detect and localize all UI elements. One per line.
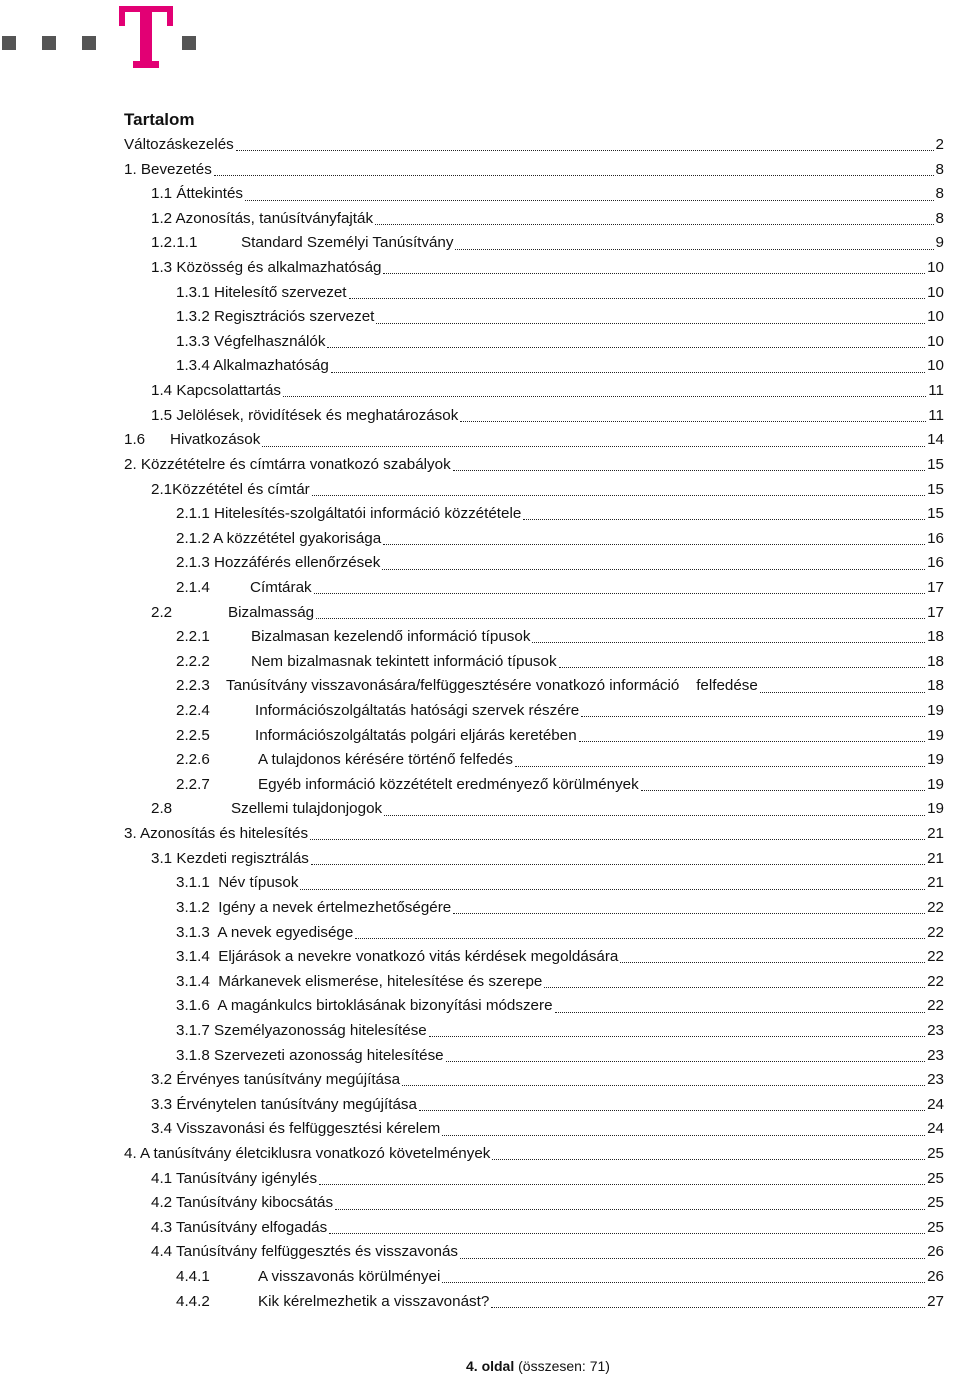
- toc-dot-leader: [245, 199, 934, 201]
- toc-entry-page: 22: [927, 948, 944, 966]
- toc-entry[interactable]: [124, 182, 944, 207]
- toc-dot-leader: [335, 1208, 925, 1210]
- toc-entry-title: 4.2 Tanúsítvány kibocsátás: [151, 1194, 334, 1212]
- toc-dot-leader: [641, 789, 925, 791]
- telekom-t-icon: [116, 3, 176, 73]
- toc-dot-leader: [383, 272, 925, 274]
- toc-entry-title: 3. Azonosítás és hitelesítés: [124, 825, 309, 843]
- toc-dot-leader: [300, 888, 925, 890]
- toc-entry[interactable]: [124, 1019, 944, 1044]
- toc-entry-title: 2.1.3 Hozzáférés ellenőrzések: [176, 554, 381, 572]
- toc-entry-page: 15: [927, 455, 944, 473]
- toc-entry-title: 1.1 Áttekintés: [151, 185, 244, 203]
- toc-entry-number: 4.4.2: [176, 1292, 210, 1310]
- toc-entry-number: 2.2.7: [176, 775, 210, 793]
- toc-entry-title: Tanúsítvány visszavonására/felfüggesztésére vonatkozó információ felfedése: [226, 677, 758, 695]
- toc-entry-title: Standard Személyi Tanúsítvány: [241, 234, 454, 252]
- toc-dot-leader: [453, 469, 925, 471]
- toc-entry-title: 2. Közzétételre és címtárra vonatkozó szabályok: [124, 455, 451, 473]
- toc-entry-page: 15: [927, 505, 944, 523]
- toc-entry[interactable]: [124, 256, 944, 281]
- toc-entry[interactable]: [124, 231, 944, 256]
- toc-entry-number: 1.6: [124, 431, 146, 449]
- toc-dot-leader: [455, 248, 933, 250]
- toc-dot-leader: [581, 715, 925, 717]
- toc-entry-title: A visszavonás körülményei: [258, 1268, 441, 1286]
- toc-entry-number: 2.2: [151, 603, 173, 621]
- toc-entry-title: Címtárak: [250, 578, 312, 596]
- toc-entry-page: 25: [927, 1169, 944, 1187]
- toc-entry[interactable]: [124, 404, 944, 429]
- toc-entry[interactable]: [124, 1117, 944, 1142]
- toc-entry-title: 3.1.7 Személyazonosság hitelesítése: [176, 1021, 427, 1039]
- toc-dot-leader: [620, 961, 925, 963]
- toc-dot-leader: [491, 1306, 925, 1308]
- toc-entry-title: 3.3 Érvénytelen tanúsítvány megújítása: [151, 1095, 417, 1113]
- toc-dot-leader: [523, 518, 925, 520]
- toc-entry-page: 22: [927, 898, 944, 916]
- toc-entry[interactable]: [124, 158, 944, 183]
- logo-square: [2, 36, 16, 50]
- toc-entry-page: 10: [927, 332, 944, 350]
- toc-entry-page: 25: [927, 1194, 944, 1212]
- toc-entry[interactable]: [124, 822, 944, 847]
- toc-entry-title: 3.1.6 A magánkulcs birtoklásának bizonyítási módszere: [176, 997, 553, 1015]
- logo-square: [182, 36, 196, 50]
- toc-entry-title: Változáskezelés: [124, 136, 234, 153]
- toc-entry-title: 3.1.1 Név típusok: [176, 874, 299, 892]
- toc-entry-title: Egyéb információ közzétételt eredményező körülmények: [258, 775, 639, 793]
- toc-entry[interactable]: [124, 1068, 944, 1093]
- toc-entry-title: Kik kérelmezhetik a visszavonást?: [258, 1292, 490, 1310]
- toc-dot-leader: [349, 297, 926, 299]
- toc-entry-page: 8: [935, 209, 944, 227]
- toc-dot-leader: [429, 1035, 925, 1037]
- toc-dot-leader: [446, 1060, 925, 1062]
- toc-entry-title: Hivatkozások: [170, 431, 261, 449]
- toc-entry-number: 2.8: [151, 800, 173, 818]
- toc-entry-title: 3.1.8 Szervezeti azonosság hitelesítése: [176, 1046, 444, 1064]
- toc-entry-page: 23: [927, 1071, 944, 1089]
- toc-entry-page: 25: [927, 1144, 944, 1162]
- toc-entry-page: 11: [928, 406, 944, 424]
- toc-entry[interactable]: [124, 354, 944, 379]
- toc-entry[interactable]: [124, 871, 944, 896]
- toc-entry-page: 19: [927, 726, 944, 744]
- toc-entry-number: 2.1.4: [176, 578, 210, 596]
- toc-entry-page: 21: [927, 849, 944, 867]
- toc-dot-leader: [310, 838, 925, 840]
- toc-entry[interactable]: [124, 527, 944, 552]
- toc-dot-leader: [382, 568, 925, 570]
- toc-dot-leader: [460, 420, 926, 422]
- toc-entry[interactable]: [124, 650, 944, 675]
- toc-entry-page: 16: [927, 554, 944, 572]
- toc-entry-number: 2.2.4: [176, 702, 210, 720]
- toc-dot-leader: [376, 322, 925, 324]
- toc-entry[interactable]: [124, 1216, 944, 1241]
- toc-entry[interactable]: [124, 551, 944, 576]
- toc-entry-title: 1.5 Jelölések, rövidítések és meghatározások: [151, 406, 459, 424]
- toc-dot-leader: [327, 346, 925, 348]
- toc-entry-page: 26: [927, 1268, 944, 1286]
- toc-entry-page: 21: [927, 825, 944, 843]
- toc-entry-page: 22: [927, 923, 944, 941]
- toc-entry-page: 19: [927, 800, 944, 818]
- toc-entry-page: 22: [927, 997, 944, 1015]
- toc-dot-leader: [442, 1281, 925, 1283]
- toc-entry-title: 1.2 Azonosítás, tanúsítványfajták: [151, 209, 374, 227]
- toc-entry-title: Információszolgáltatás polgári eljárás keretében: [255, 726, 577, 744]
- toc-entry-title: 1.3.4 Alkalmazhatóság: [176, 357, 329, 375]
- toc-dot-leader: [419, 1109, 925, 1111]
- toc-dot-leader: [559, 666, 926, 668]
- toc-entry[interactable]: [124, 601, 944, 626]
- logo-square: [82, 36, 96, 50]
- toc-entry[interactable]: [124, 921, 944, 946]
- toc-entry[interactable]: [124, 797, 944, 822]
- toc-entry-title: 2.1.2 A közzététel gyakorisága: [176, 529, 382, 547]
- toc-dot-leader: [312, 494, 925, 496]
- toc-entry[interactable]: [124, 1191, 944, 1216]
- toc-entry-number: 2.2.3: [176, 677, 210, 695]
- toc-dot-leader: [453, 912, 925, 914]
- toc-entry-number: 4.4.1: [176, 1268, 210, 1286]
- toc-dot-leader: [384, 814, 925, 816]
- toc-entry-page: 8: [935, 160, 944, 178]
- toc-entry[interactable]: [124, 576, 944, 601]
- toc-entry-page: 14: [927, 431, 944, 449]
- toc-entry[interactable]: [124, 1290, 944, 1315]
- toc-entry-title: 3.1.2 Igény a nevek értelmezhetőségére: [176, 898, 452, 916]
- toc-entry-page: 10: [927, 283, 944, 301]
- toc-entry-title: 4.4 Tanúsítvány felfüggesztés és visszavonás: [151, 1243, 459, 1261]
- toc-entry-title: Szellemi tulajdonjogok: [231, 800, 383, 818]
- toc-entry-title: 2.1.1 Hitelesítés-szolgáltatói információ közzététele: [176, 505, 522, 523]
- toc-entry-title: 1. Bevezetés: [124, 160, 212, 178]
- toc-entry-page: 19: [927, 751, 944, 769]
- toc-dot-leader: [760, 691, 925, 693]
- toc-entry[interactable]: [124, 724, 944, 749]
- toc-entry[interactable]: [124, 502, 944, 527]
- toc-entry-page: 21: [927, 874, 944, 892]
- toc-entry-title: Bizalmasan kezelendő információ típusok: [251, 628, 531, 646]
- page-total: (összesen: 71): [518, 1358, 610, 1374]
- toc-entry-title: Információszolgáltatás hatósági szervek részére: [255, 702, 580, 720]
- toc-entry-page: 2: [935, 136, 944, 153]
- toc-entry-page: 24: [927, 1095, 944, 1113]
- table-of-contents: [124, 107, 960, 1314]
- toc-entry[interactable]: [124, 847, 944, 872]
- toc-entry-page: 18: [927, 628, 944, 646]
- page-number: 4. oldal: [466, 1358, 515, 1374]
- toc-entry[interactable]: [124, 896, 944, 921]
- toc-entry-page: 23: [927, 1046, 944, 1064]
- toc-entry-page: 10: [927, 357, 944, 375]
- toc-entry[interactable]: [124, 478, 944, 503]
- toc-entry-page: 19: [927, 702, 944, 720]
- toc-entry-page: 8: [935, 185, 944, 203]
- toc-dot-leader: [460, 1257, 925, 1259]
- toc-entry[interactable]: [124, 1142, 944, 1167]
- page-footer: [466, 1358, 610, 1374]
- toc-entry-title: 1.4 Kapcsolattartás: [151, 382, 282, 400]
- toc-entry-number: 2.2.6: [176, 751, 210, 769]
- toc-entry[interactable]: [124, 625, 944, 650]
- toc-entry-page: 17: [927, 603, 944, 621]
- toc-entry[interactable]: [124, 453, 944, 478]
- toc-entry-title: A tulajdonos kérésére történő felfedés: [258, 751, 513, 769]
- toc-entry-page: 9: [935, 234, 944, 252]
- toc-entry-page: 25: [927, 1218, 944, 1236]
- toc-dot-leader: [442, 1134, 925, 1136]
- toc-entry[interactable]: [124, 330, 944, 355]
- toc-dot-leader: [375, 223, 934, 225]
- toc-entry-page: 18: [927, 652, 944, 670]
- toc-entry-page: 23: [927, 1021, 944, 1039]
- toc-entry-title: 2.1Közzététel és címtár: [151, 480, 310, 498]
- toc-dot-leader: [319, 1183, 925, 1185]
- toc-dot-leader: [316, 617, 925, 619]
- toc-entry[interactable]: [124, 428, 944, 453]
- toc-entry[interactable]: [124, 379, 944, 404]
- toc-entry-title: Nem bizalmasnak tekintett információ típusok: [251, 652, 557, 670]
- toc-dot-leader: [283, 395, 926, 397]
- toc-entry-title: 1.3 Közösség és alkalmazhatóság: [151, 259, 382, 277]
- toc-dot-leader: [214, 174, 934, 176]
- toc-entry[interactable]: [124, 207, 944, 232]
- telekom-logo: [0, 0, 200, 80]
- toc-entry-page: 15: [927, 480, 944, 498]
- toc-dot-leader: [355, 937, 925, 939]
- toc-dot-leader: [314, 592, 925, 594]
- toc-entry-title: 3.4 Visszavonási és felfüggesztési kérelem: [151, 1120, 441, 1138]
- toc-entry-number: 2.2.1: [176, 628, 210, 646]
- toc-entry-title: 3.1.4 Márkanevek elismerése, hitelesítése és szerepe: [176, 972, 543, 990]
- toc-list: [124, 133, 960, 1314]
- toc-entry[interactable]: [124, 1265, 944, 1290]
- toc-dot-leader: [492, 1158, 925, 1160]
- toc-dot-leader: [579, 740, 925, 742]
- toc-dot-leader: [544, 986, 925, 988]
- toc-entry-title: 1.3.1 Hitelesítő szervezet: [176, 283, 347, 301]
- toc-entry-title: 1.3.2 Regisztrációs szervezet: [176, 308, 375, 326]
- toc-dot-leader: [532, 641, 925, 643]
- toc-entry-title: 3.1 Kezdeti regisztrálás: [151, 849, 309, 867]
- toc-entry[interactable]: [124, 281, 944, 306]
- toc-entry-page: 27: [927, 1292, 944, 1310]
- toc-entry[interactable]: [124, 699, 944, 724]
- toc-dot-leader: [515, 765, 925, 767]
- logo-square: [42, 36, 56, 50]
- toc-title: Tartalom: [124, 110, 195, 129]
- toc-entry-number: 2.2.2: [176, 652, 210, 670]
- toc-entry-page: 26: [927, 1243, 944, 1261]
- toc-entry[interactable]: [124, 994, 944, 1019]
- toc-entry-page: 16: [927, 529, 944, 547]
- toc-entry[interactable]: [124, 1044, 944, 1069]
- toc-entry-page: 19: [927, 775, 944, 793]
- toc-dot-leader: [311, 863, 925, 865]
- toc-entry[interactable]: [124, 133, 944, 158]
- toc-entry-title: 3.2 Érvényes tanúsítvány megújítása: [151, 1071, 401, 1089]
- toc-entry[interactable]: [124, 305, 944, 330]
- toc-entry[interactable]: [124, 674, 944, 699]
- toc-entry-page: 18: [927, 677, 944, 695]
- toc-dot-leader: [329, 1232, 925, 1234]
- toc-entry-title: Bizalmasság: [228, 603, 315, 621]
- toc-entry[interactable]: [124, 945, 944, 970]
- toc-entry[interactable]: [124, 748, 944, 773]
- toc-dot-leader: [555, 1011, 926, 1013]
- toc-entry[interactable]: [124, 1240, 944, 1265]
- toc-entry[interactable]: [124, 1093, 944, 1118]
- toc-entry-page: 10: [927, 308, 944, 326]
- toc-entry-page: 17: [927, 578, 944, 596]
- toc-entry[interactable]: [124, 773, 944, 798]
- toc-entry-page: 11: [928, 382, 944, 400]
- toc-entry-number: 2.2.5: [176, 726, 210, 744]
- toc-entry[interactable]: [124, 1167, 944, 1192]
- toc-entry[interactable]: [124, 970, 944, 995]
- toc-entry-title: 3.1.4 Eljárások a nevekre vonatkozó vitás kérdések megoldására: [176, 948, 619, 966]
- toc-dot-leader: [331, 371, 925, 373]
- toc-entry-title: 4.1 Tanúsítvány igénylés: [151, 1169, 318, 1187]
- toc-entry-title: 3.1.3 A nevek egyedisége: [176, 923, 354, 941]
- toc-entry-title: 4.3 Tanúsítvány elfogadás: [151, 1218, 328, 1236]
- toc-entry-page: 22: [927, 972, 944, 990]
- toc-entry-title: 1.3.3 Végfelhasználók: [176, 332, 326, 350]
- toc-dot-leader: [262, 445, 925, 447]
- toc-entry-page: 10: [927, 259, 944, 277]
- toc-dot-leader: [402, 1084, 925, 1086]
- toc-entry-page: 24: [927, 1120, 944, 1138]
- toc-dot-leader: [236, 149, 934, 151]
- toc-dot-leader: [383, 543, 925, 545]
- toc-entry-title: 4. A tanúsítvány életciklusra vonatkozó követelmények: [124, 1144, 491, 1162]
- toc-entry-number: 1.2.1.1: [151, 234, 198, 252]
